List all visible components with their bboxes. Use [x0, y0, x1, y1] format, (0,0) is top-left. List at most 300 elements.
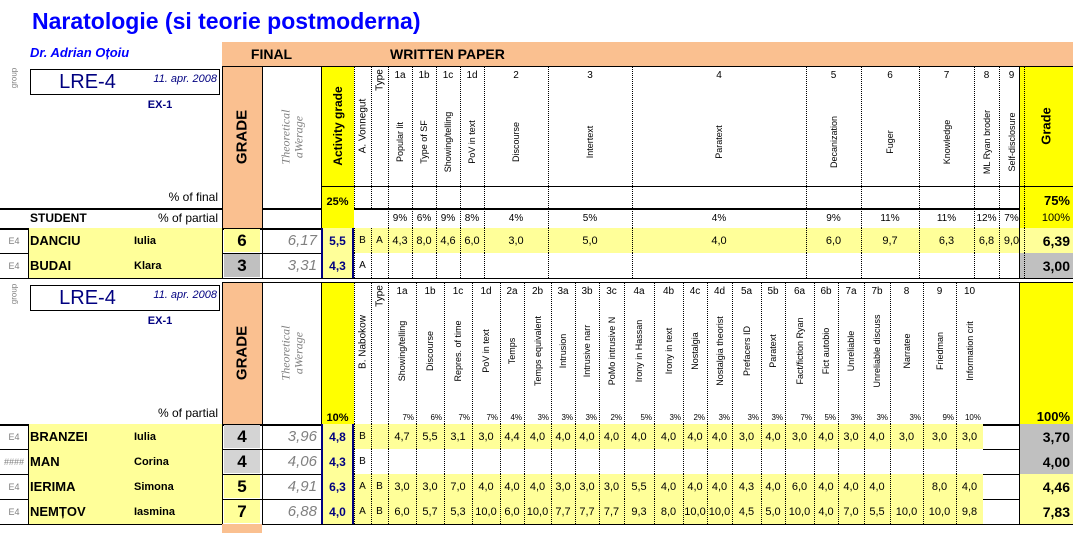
score-cell[interactable]: 4,0	[683, 424, 707, 449]
col-label-text: Knowledge	[941, 119, 952, 165]
theoretical-average-cell: 6,17	[287, 232, 317, 249]
col-label	[632, 84, 806, 200]
score-cell[interactable]: 4,0	[599, 424, 624, 449]
col-pct: 5%	[824, 412, 836, 422]
col-label	[838, 300, 864, 402]
score-cell[interactable]	[861, 253, 919, 278]
score-cell[interactable]: 9,3	[624, 499, 654, 524]
col-label-text: Fact/fiction Ryan	[794, 317, 805, 385]
score-cell[interactable]: 4,0	[472, 474, 500, 499]
col-num: 2b	[531, 285, 544, 297]
col-label	[416, 300, 444, 402]
col-num: 1b	[424, 285, 436, 297]
col-pct: 2%	[693, 412, 705, 422]
theoretical-label: Theoretical	[278, 109, 293, 165]
score-cell[interactable]: 3,0	[575, 474, 599, 499]
col-num: 9	[1008, 69, 1015, 81]
score-cell[interactable]: 5,3	[444, 499, 472, 524]
col-pct: 7%	[402, 412, 414, 422]
activity-pct: 25%	[321, 186, 354, 208]
score-cell[interactable]: 7,0	[444, 474, 472, 499]
score-cell[interactable]	[890, 474, 923, 499]
col-label	[861, 84, 919, 200]
col-label-text: Decanization	[828, 115, 839, 169]
author-col-header-text: A. Vonnegut	[357, 98, 368, 154]
type-b-cell: B	[371, 474, 388, 499]
student-group: E4	[8, 260, 20, 271]
col-num: 5	[830, 69, 837, 81]
score-cell[interactable]: 5,7	[416, 499, 444, 524]
type-a-cell: B	[354, 228, 371, 253]
partial-total: 100%	[1019, 208, 1073, 228]
score-cell[interactable]: 6,3	[919, 228, 974, 253]
student-surname[interactable]: MAN	[28, 449, 130, 474]
col-pct: 7%	[458, 412, 470, 422]
exam-code: EX-1	[147, 99, 173, 111]
score-cell[interactable]	[548, 253, 632, 278]
col-label-text: Popular lit	[395, 121, 405, 163]
col-pct: 3%	[876, 412, 888, 422]
col-label-text: Self-disclosure	[1006, 112, 1017, 172]
score-cell[interactable]: 6,0	[806, 228, 861, 253]
student-surname[interactable]: IERIMA	[28, 474, 130, 499]
col-label	[484, 84, 548, 200]
col-pct: 3%	[718, 412, 730, 422]
grid-line	[222, 499, 223, 524]
col-pct: 12%	[976, 212, 997, 224]
col-pct: 3%	[771, 412, 783, 422]
score-cell[interactable]	[500, 449, 524, 474]
col-pct: 11%	[936, 212, 957, 224]
col-label	[524, 300, 551, 402]
col-pct: 9%	[392, 212, 408, 224]
student-surname[interactable]: BUDAI	[28, 253, 130, 278]
group-label-text: group	[9, 67, 19, 89]
group-label-text: group	[9, 283, 19, 305]
written-grade-cell[interactable]: 3,70	[1019, 424, 1073, 449]
col-num: 2a	[506, 285, 518, 297]
col-label-text: Paratext	[768, 334, 778, 368]
theoretical-average-cell: 4,06	[287, 453, 317, 470]
score-cell[interactable]: 5,5	[864, 499, 890, 524]
col-pct: 3%	[537, 412, 549, 422]
col-pct: 10%	[964, 412, 981, 422]
type-a-cell: B	[354, 449, 371, 474]
score-cell[interactable]: 4,0	[761, 474, 785, 499]
col-pct: 4%	[711, 212, 727, 224]
score-cell[interactable]: 4,0	[814, 474, 838, 499]
score-cell[interactable]: 4,0	[956, 474, 983, 499]
score-cell[interactable]	[919, 253, 974, 278]
score-cell[interactable]: 8,0	[412, 228, 436, 253]
col-pct: 3%	[585, 412, 597, 422]
grade-col-stub	[222, 524, 262, 533]
score-cell[interactable]: 5,0	[548, 228, 632, 253]
score-cell[interactable]: 4,0	[500, 474, 524, 499]
col-pct: 9%	[942, 412, 954, 422]
score-cell[interactable]	[551, 449, 575, 474]
score-cell[interactable]: 4,0	[575, 424, 599, 449]
score-cell[interactable]: 10,0	[472, 499, 500, 524]
score-cell[interactable]: 3,0	[551, 474, 575, 499]
col-label-text: Showing/telling	[397, 320, 407, 382]
final-grade-cell[interactable]: 7	[224, 500, 260, 523]
score-cell[interactable]	[444, 449, 472, 474]
type-col-header-text: Type	[374, 285, 385, 307]
col-num: 4b	[662, 285, 675, 297]
score-cell[interactable]: 4,0	[551, 424, 575, 449]
col-num: 1d	[480, 285, 492, 297]
score-cell[interactable]: 4,0	[654, 424, 683, 449]
score-cell[interactable]	[838, 449, 864, 474]
score-cell[interactable]: 6,8	[974, 228, 999, 253]
col-pct: 4%	[510, 412, 522, 422]
col-label	[388, 300, 416, 402]
score-cell[interactable]: 6,0	[785, 474, 814, 499]
pct-label: % of final	[168, 190, 218, 204]
col-label	[956, 300, 983, 402]
written-grade-cell[interactable]: 7,83	[1019, 499, 1073, 524]
student-firstname[interactable]: Iulia	[130, 424, 222, 449]
score-cell[interactable]: 10,0	[707, 499, 732, 524]
score-cell[interactable]: 10,0	[524, 499, 551, 524]
col-num: 8	[903, 285, 910, 297]
score-cell[interactable]	[785, 449, 814, 474]
col-pct: 5%	[582, 212, 598, 224]
score-cell[interactable]	[923, 449, 956, 474]
activity-grade-cell[interactable]: 4,3	[321, 449, 354, 474]
author-col-header	[354, 66, 371, 186]
col-pct: 6%	[430, 412, 442, 422]
student-firstname[interactable]: Iulia	[130, 228, 222, 253]
col-num: 1d	[466, 69, 478, 81]
col-num: 3	[587, 69, 593, 81]
score-cell[interactable]: 5,5	[624, 474, 654, 499]
written-grade-cell[interactable]: 3,00	[1019, 253, 1073, 278]
score-cell[interactable]	[484, 253, 548, 278]
col-pct: 2%	[610, 412, 622, 422]
col-label-text: Narratee	[901, 333, 912, 369]
col-label-text: Temps	[507, 337, 517, 365]
score-cell[interactable]: 4,3	[732, 474, 761, 499]
col-label-text: Discourse	[511, 121, 521, 163]
score-cell[interactable]	[707, 449, 732, 474]
col-label-text: Nostalgia theorist	[714, 316, 725, 386]
col-label	[412, 84, 436, 200]
col-pct: 3%	[669, 412, 681, 422]
written-grade-cell[interactable]: 4,00	[1019, 449, 1073, 474]
score-cell[interactable]: 9,7	[861, 228, 919, 253]
col-label	[436, 84, 460, 200]
score-cell[interactable]: 4,0	[864, 474, 890, 499]
score-cell[interactable]: 3,0	[599, 474, 624, 499]
exam-code: EX-1	[147, 315, 173, 327]
score-cell[interactable]	[388, 253, 412, 278]
score-cell[interactable]: 6,0	[388, 499, 416, 524]
col-num: 5b	[767, 285, 779, 297]
col-label	[785, 300, 814, 402]
score-cell[interactable]	[436, 253, 460, 278]
col-label	[472, 300, 500, 402]
score-cell[interactable]: 10,0	[890, 499, 923, 524]
col-label	[974, 84, 999, 200]
score-cell[interactable]	[524, 449, 551, 474]
score-cell[interactable]: 5,0	[761, 499, 785, 524]
score-cell[interactable]: 10,0	[683, 499, 707, 524]
col-pct: 7%	[1004, 212, 1019, 224]
score-cell[interactable]: 6,0	[500, 499, 524, 524]
score-cell[interactable]: 4,3	[388, 228, 412, 253]
activity-col-header	[321, 66, 354, 186]
col-label-text: Type of SF	[419, 120, 429, 164]
score-cell[interactable]: 4,0	[864, 424, 890, 449]
col-label-text: Irony in text	[663, 327, 674, 375]
col-pct: 5%	[640, 412, 652, 422]
theoretical-average-cell: 3,31	[287, 257, 317, 274]
col-num: 6a	[793, 285, 806, 297]
col-num: 6b	[820, 285, 832, 297]
score-cell[interactable]: 9,8	[956, 499, 983, 524]
score-cell[interactable]: 4,5	[732, 499, 761, 524]
col-pct: 3%	[850, 412, 862, 422]
final-header: FINAL	[222, 42, 321, 66]
col-label-text: Temps equivalent	[532, 315, 543, 387]
col-num: 4c	[689, 285, 701, 297]
activity-grade-cell[interactable]: 5,5	[321, 228, 354, 253]
score-cell[interactable]	[974, 253, 999, 278]
grid-line	[222, 474, 223, 499]
sheet-title: Naratologie (si teorie postmoderna)	[32, 7, 421, 34]
col-label-text: PoV in text	[481, 329, 491, 373]
col-num: 4a	[633, 285, 645, 297]
score-cell[interactable]: 7,7	[599, 499, 624, 524]
score-cell[interactable]: 3,1	[444, 424, 472, 449]
col-num: 1a	[394, 69, 406, 81]
pct-label: % of partial	[157, 406, 218, 420]
col-label-text: PoV in text	[467, 120, 477, 164]
student-surname[interactable]: DANCIU	[28, 228, 130, 253]
final-grade-header	[1019, 66, 1073, 186]
col-num: 4d	[713, 285, 726, 297]
col-label	[444, 300, 472, 402]
student-firstname[interactable]: Iasmina	[130, 499, 222, 524]
activity-grade-cell[interactable]: 6,3	[321, 474, 354, 499]
score-cell[interactable]: 4,0	[814, 499, 838, 524]
score-cell[interactable]	[412, 253, 436, 278]
score-cell[interactable]: 4,0	[838, 474, 864, 499]
score-cell[interactable]	[416, 449, 444, 474]
score-cell[interactable]	[890, 449, 923, 474]
score-cell[interactable]: 4,0	[707, 474, 732, 499]
type-col-header-text: Type	[374, 69, 385, 91]
score-cell[interactable]: 3,0	[472, 424, 500, 449]
col-num: 4	[716, 69, 722, 81]
student-group: E4	[8, 481, 20, 492]
col-num: 5a	[740, 285, 753, 297]
student-firstname[interactable]: Klara	[130, 253, 222, 278]
score-cell[interactable]: 4,4	[500, 424, 524, 449]
score-cell[interactable]: 4,0	[632, 228, 806, 253]
theoretical-col-header	[262, 66, 321, 208]
col-label	[388, 84, 412, 200]
score-cell[interactable]: 3,0	[785, 424, 814, 449]
score-cell[interactable]	[460, 253, 484, 278]
score-cell[interactable]: 8,0	[923, 474, 956, 499]
col-label-text: Intertext	[585, 125, 595, 159]
score-cell[interactable]: 3,0	[890, 424, 923, 449]
written-grade-cell[interactable]: 4,46	[1019, 474, 1073, 499]
score-cell[interactable]: 3,0	[388, 474, 416, 499]
score-cell[interactable]: 4,0	[683, 474, 707, 499]
score-cell[interactable]: 10,0	[785, 499, 814, 524]
score-cell[interactable]: 7,0	[838, 499, 864, 524]
score-cell[interactable]	[956, 449, 983, 474]
col-pct: 6%	[416, 212, 432, 224]
student-firstname[interactable]: Corina	[130, 449, 222, 474]
class-code: LRE-4	[59, 70, 116, 93]
col-label-text: Discourse	[425, 330, 435, 372]
grid-line	[0, 524, 1073, 525]
final-grade-cell[interactable]: 5	[224, 475, 260, 498]
col-pct: 4%	[508, 212, 524, 224]
col-pct: 9%	[826, 212, 841, 224]
activity-grade-cell[interactable]: 4,3	[321, 253, 354, 278]
score-cell[interactable]	[683, 449, 707, 474]
score-cell[interactable]: 4,0	[814, 424, 838, 449]
score-cell[interactable]: 4,0	[624, 424, 654, 449]
col-num: 7	[943, 69, 950, 81]
score-cell[interactable]: 4,0	[524, 424, 551, 449]
col-label-text: Nostalgia	[690, 332, 700, 370]
col-pct: 8%	[464, 212, 480, 224]
col-label	[500, 300, 524, 402]
score-cell[interactable]	[732, 449, 761, 474]
score-cell[interactable]: 5,5	[416, 424, 444, 449]
col-num: 3b	[581, 285, 593, 297]
col-pct: 9%	[440, 212, 456, 224]
col-label-text: Repres. of time	[453, 320, 463, 382]
col-num: 3c	[606, 285, 617, 297]
author-col-header	[354, 282, 371, 402]
grid-line	[262, 208, 263, 228]
score-cell[interactable]	[624, 449, 654, 474]
col-label	[890, 300, 923, 402]
final-grade-cell[interactable]: 4	[224, 450, 260, 473]
final-grade-header-text: Grade	[1038, 107, 1054, 145]
col-label-text: Prefacers ID	[741, 325, 752, 377]
author-name: Dr. Adrian Oțoiu	[30, 44, 130, 60]
col-label	[806, 84, 861, 200]
col-label	[707, 300, 732, 402]
score-cell[interactable]: 4,0	[761, 424, 785, 449]
score-cell[interactable]	[654, 449, 683, 474]
score-cell[interactable]: 8,0	[654, 499, 683, 524]
col-label-text: Intrusive narr	[582, 324, 592, 378]
score-cell[interactable]: 3,0	[838, 424, 864, 449]
col-num: 8	[983, 69, 990, 81]
exam-date: 11. apr. 2008	[153, 73, 217, 85]
score-cell[interactable]	[472, 449, 500, 474]
score-cell[interactable]	[864, 449, 890, 474]
col-label-text: Friedman	[934, 331, 945, 371]
col-num: 1c	[442, 69, 454, 81]
score-cell[interactable]: 3,0	[923, 424, 956, 449]
score-cell[interactable]	[575, 449, 599, 474]
written-grade-cell[interactable]: 6,39	[1019, 228, 1073, 253]
final-grade-cell[interactable]: 3	[224, 254, 260, 277]
type-b-cell	[371, 253, 388, 278]
score-cell[interactable]	[814, 449, 838, 474]
score-cell[interactable]: 6,0	[460, 228, 484, 253]
final-grade-cell[interactable]: 4	[224, 425, 260, 448]
type-col-header	[371, 282, 388, 402]
activity-grade-cell[interactable]: 4,0	[321, 499, 354, 524]
student-surname[interactable]: NEMȚOV	[28, 499, 130, 524]
score-cell[interactable]: 9,0	[999, 228, 1024, 253]
student-surname[interactable]: BRANZEI	[28, 424, 130, 449]
score-cell[interactable]: 7,7	[575, 499, 599, 524]
col-num: 7a	[845, 285, 857, 297]
average-label: aWerage	[291, 115, 306, 159]
score-cell[interactable]	[632, 253, 806, 278]
score-cell[interactable]: 10,0	[923, 499, 956, 524]
activity-pct-cell	[321, 208, 354, 228]
theoretical-average-cell: 3,96	[287, 428, 317, 445]
type-a-cell: A	[354, 253, 371, 278]
score-cell[interactable]: 4,0	[707, 424, 732, 449]
grade-col-header	[222, 282, 262, 424]
partial-label: % of partial	[157, 211, 218, 225]
author-col-header-text: B. Nabokow	[357, 315, 368, 369]
score-cell[interactable]: 3,0	[416, 474, 444, 499]
score-cell[interactable]	[388, 449, 416, 474]
class-code: LRE-4	[59, 286, 116, 309]
grade-col-header-text: GRADE	[233, 325, 251, 381]
score-cell[interactable]	[806, 253, 861, 278]
type-a-cell: A	[354, 499, 371, 524]
student-label: STUDENT	[30, 211, 87, 225]
col-label-text: Intrusion	[558, 333, 568, 369]
col-num: 7b	[871, 285, 883, 297]
col-num: 10	[963, 285, 976, 297]
score-cell[interactable]: 3,0	[956, 424, 983, 449]
score-cell[interactable]: 4,0	[654, 474, 683, 499]
type-b-cell: B	[371, 499, 388, 524]
col-label	[683, 300, 707, 402]
col-num: 1b	[418, 69, 430, 81]
type-b-cell: A	[371, 228, 388, 253]
col-pct: 7%	[486, 412, 498, 422]
theoretical-col-header	[262, 282, 321, 424]
score-cell[interactable]: 4,0	[524, 474, 551, 499]
score-cell[interactable]	[599, 449, 624, 474]
score-cell[interactable]: 7,7	[551, 499, 575, 524]
activity-grade-cell[interactable]: 4,8	[321, 424, 354, 449]
score-cell[interactable]: 4,6	[436, 228, 460, 253]
activity-col-header-text: Activity grade	[330, 86, 345, 166]
score-cell[interactable]: 3,0	[484, 228, 548, 253]
col-label	[599, 300, 624, 402]
grade-col-header-text: GRADE	[233, 109, 251, 165]
exam-date: 11. apr. 2008	[153, 289, 217, 301]
theoretical-average-cell: 4,91	[287, 478, 317, 495]
student-firstname[interactable]: Simona	[130, 474, 222, 499]
score-cell[interactable]: 3,0	[732, 424, 761, 449]
col-label-text: Paratext	[714, 125, 724, 159]
final-grade-cell[interactable]: 6	[224, 229, 260, 252]
score-cell[interactable]	[761, 449, 785, 474]
score-cell[interactable]: 4,7	[388, 424, 416, 449]
